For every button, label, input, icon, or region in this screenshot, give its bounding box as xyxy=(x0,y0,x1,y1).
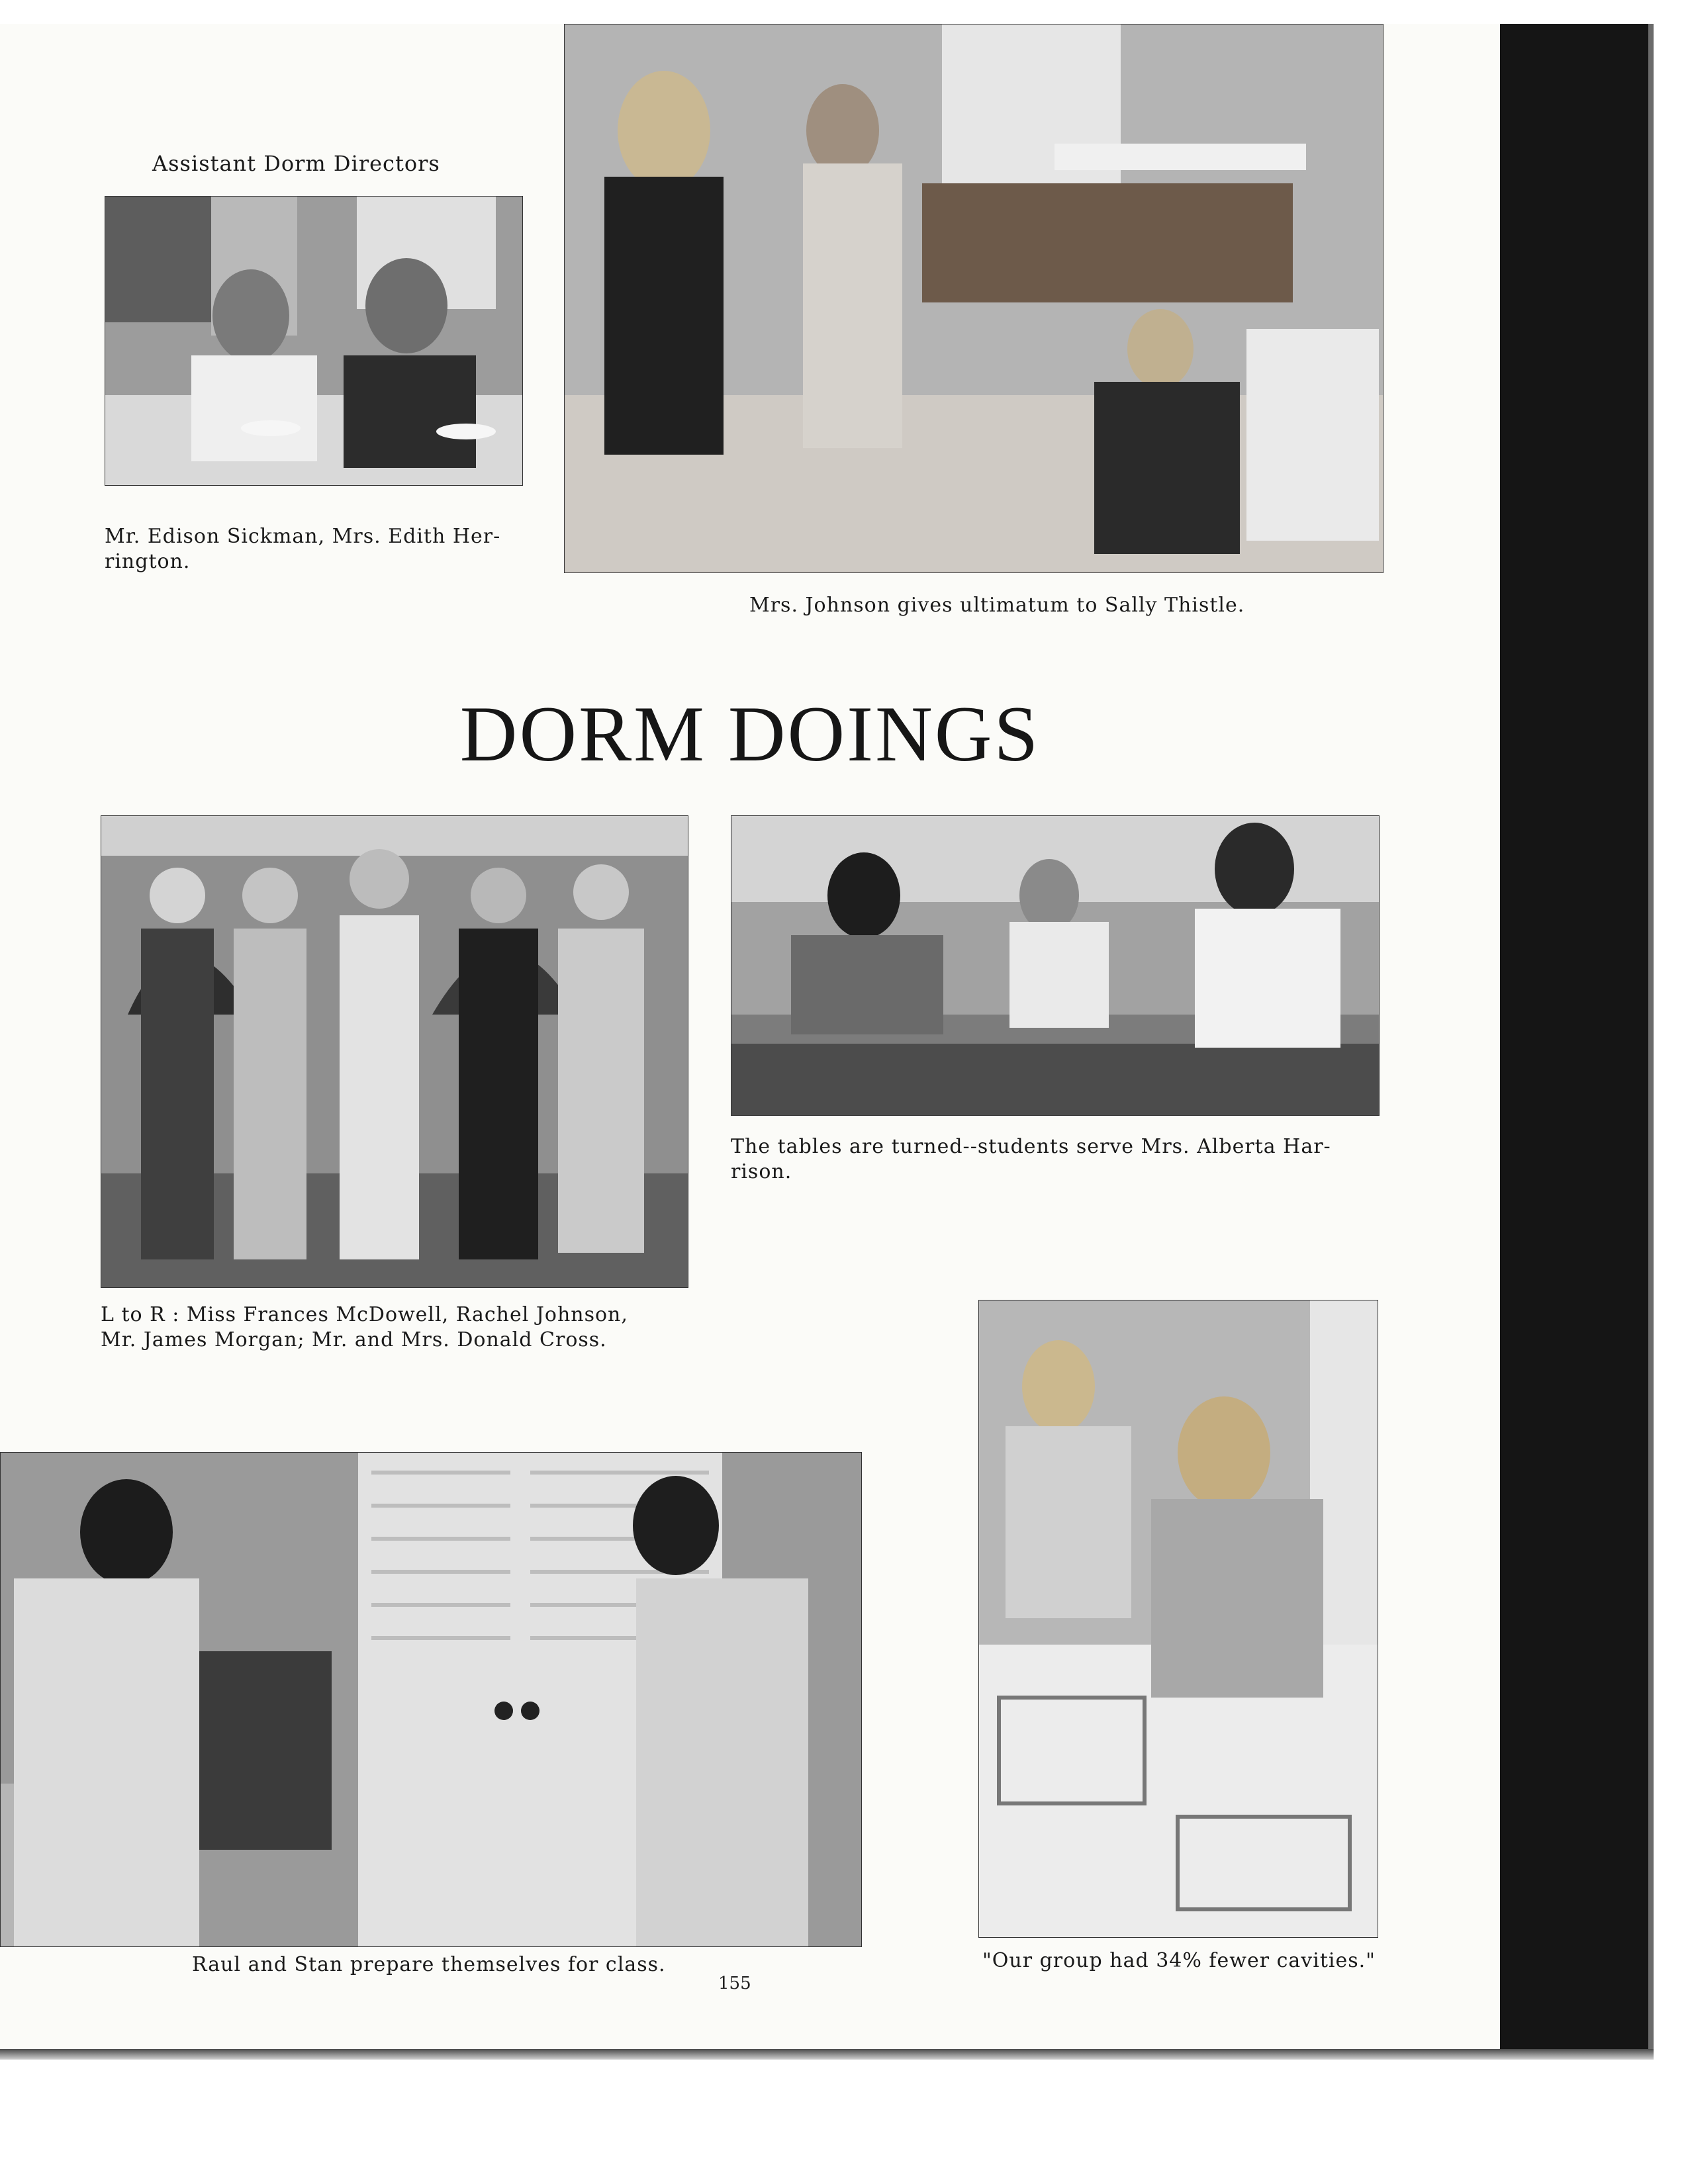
binding-edge xyxy=(1648,24,1654,2049)
ultimatum-caption: Mrs. Johnson gives ultimatum to Sally Thistle. xyxy=(749,594,1245,617)
tables-caption: The tables are turned--students serve Mrs. Alberta Har- rison. xyxy=(731,1135,1331,1183)
cavities-photo xyxy=(978,1300,1378,1938)
directors-photo-scene xyxy=(105,197,522,485)
directors-caption: Mr. Edison Sickman, Mrs. Edith Her- rington. xyxy=(105,525,501,573)
cavities-photo-scene xyxy=(979,1300,1378,1937)
group-photo-scene xyxy=(101,816,688,1287)
raul-stan-photo-scene xyxy=(1,1453,861,1946)
tables-photo-scene xyxy=(731,816,1379,1115)
page-title: DORM DOINGS xyxy=(459,690,1041,778)
cavities-caption: "Our group had 34% fewer cavities." xyxy=(982,1949,1376,1972)
page-number: 155 xyxy=(718,1974,751,1993)
group-photo xyxy=(101,815,688,1288)
raul-stan-photo xyxy=(0,1452,862,1947)
directors-photo xyxy=(105,196,523,486)
ultimatum-photo-scene xyxy=(565,24,1383,572)
ultimatum-photo xyxy=(564,24,1383,573)
tables-photo xyxy=(731,815,1380,1116)
page-bottom-shadow xyxy=(0,2049,1654,2060)
book-binding xyxy=(1500,24,1648,2049)
raul-stan-caption: Raul and Stan prepare themselves for class. xyxy=(192,1953,666,1976)
group-caption: L to R : Miss Frances McDowell, Rachel Johnson, Mr. James Morgan; Mr. and Mrs. Donald Cross. xyxy=(101,1303,628,1351)
assistant-directors-subhead: Assistant Dorm Directors xyxy=(152,151,440,176)
